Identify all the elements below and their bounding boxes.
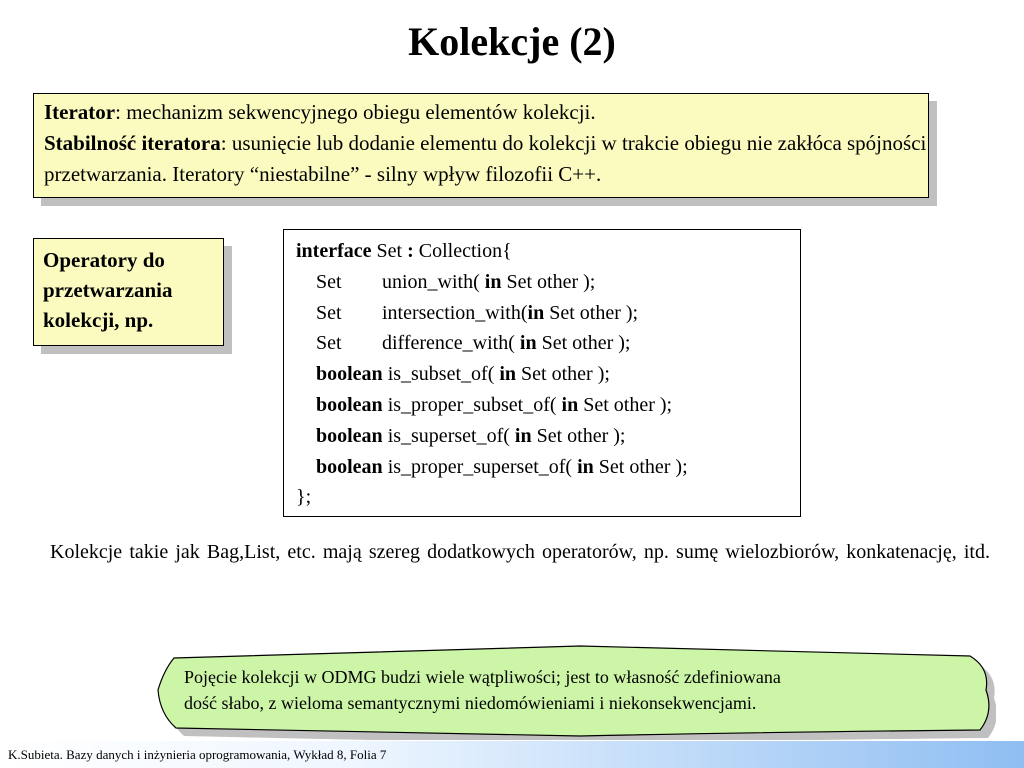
method-parameter: Set other ); [501, 270, 596, 293]
operators-box [33, 238, 224, 346]
method-name: intersection_with( [382, 301, 528, 324]
iterator-definition-box [33, 93, 929, 198]
collections-paragraph: Kolekcje takie jak Bag,List, etc. mają szereg dodatkowych operatorów, np. sumę wielozbiorów, konkatenację, itd. [50, 541, 990, 563]
method-parameter: Set other ); [593, 455, 688, 478]
iterator-term: Iterator [44, 100, 116, 124]
method-parameter: Set other ); [536, 332, 631, 355]
operators-line-1: Operatory do [43, 248, 165, 272]
odmg-note-scroll [150, 640, 996, 740]
code-header-end: Collection{ [413, 240, 512, 262]
in-keyword: in [519, 332, 537, 355]
code-closing: }; [296, 486, 312, 509]
return-type: Set [316, 270, 342, 293]
code-header [296, 236, 800, 267]
operators-line-3: kolekcji, np. [43, 308, 154, 332]
method-name: difference_with( [382, 332, 520, 355]
code-method-line [296, 452, 800, 483]
iterator-stability-term: Stabilność iteratora [44, 131, 221, 155]
footer-bar [0, 741, 1024, 768]
method-parameter: Set other ); [578, 393, 673, 416]
code-method-line [296, 298, 800, 329]
return-type: boolean [316, 393, 383, 416]
in-keyword: in [499, 363, 517, 386]
in-keyword: in [577, 455, 594, 478]
return-type: boolean [316, 455, 383, 478]
odmg-note-text [184, 664, 964, 716]
in-keyword: in [527, 301, 545, 324]
code-method-line [296, 328, 800, 359]
odmg-note-line-2: dość słabo, z wieloma semantycznymi niedomówieniami i niekonsekwencjami. [184, 693, 757, 713]
method-name: is_superset_of( [382, 424, 515, 447]
method-parameter: Set other ); [544, 301, 639, 324]
method-parameter: Set other ); [531, 424, 626, 447]
code-method-line [296, 421, 800, 452]
iterator-definition: : mechanizm sekwencyjnego obiegu elementów kolekcji. [115, 100, 596, 124]
return-type: boolean [316, 363, 383, 386]
code-method-line [296, 267, 800, 298]
return-type: Set [316, 332, 342, 355]
code-header-colon: : [407, 240, 414, 262]
method-name: is_proper_superset_of( [382, 455, 578, 478]
method-parameter: Set other ); [516, 363, 610, 386]
slide-title: Kolekcje (2) [408, 19, 616, 64]
operators-line-2: przetwarzania [43, 278, 173, 302]
iterator-stability-definition: : usunięcie lub dodanie elementu do kolekcji w trakcie obiegu nie zakłóca spójności przetwarzania. Iteratory “niestabilne” - silny wpływ filozofii C++. [44, 131, 927, 186]
return-type: boolean [316, 424, 383, 447]
footer-caption: K.Subieta. Bazy danych i inżynieria oprogramowania, Wykład 8, Folia 7 [8, 747, 387, 762]
code-method-line [296, 390, 800, 421]
in-keyword: in [561, 393, 579, 416]
code-header-name: Set [371, 240, 408, 262]
method-name: is_proper_subset_of( [382, 393, 562, 416]
in-keyword: in [514, 424, 532, 447]
in-keyword: in [484, 270, 502, 293]
odmg-note-line-1: Pojęcie kolekcji w ODMG budzi wiele wątpliwości; jest to własność zdefiniowana [184, 667, 781, 687]
code-method-line [296, 359, 800, 390]
code-method-lines [296, 267, 800, 483]
return-type: Set [316, 301, 342, 324]
interface-code-box [283, 229, 801, 517]
interface-keyword: interface [296, 240, 372, 262]
method-name: union_with( [382, 270, 485, 293]
method-name: is_subset_of( [382, 363, 500, 386]
